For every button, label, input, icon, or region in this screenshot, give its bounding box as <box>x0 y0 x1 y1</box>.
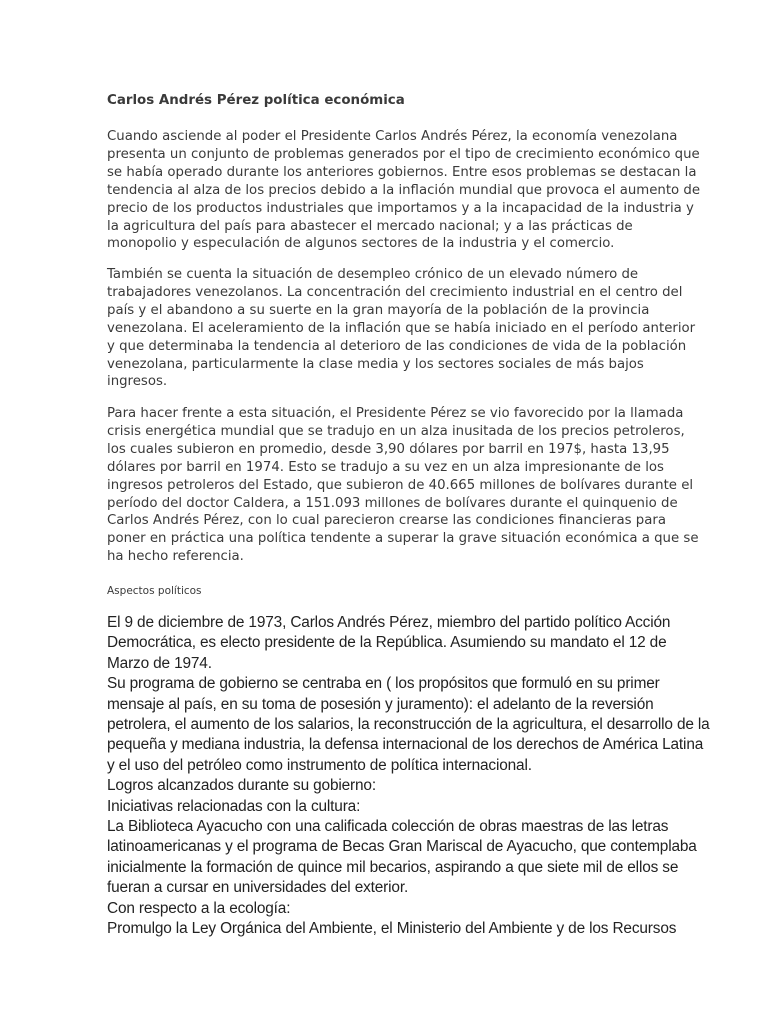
text-line: La Biblioteca Ayacucho con una calificada colección de obras maestras de las letras <box>107 818 669 836</box>
text-line: venezolana. El aceleramiento de la inflación que se había iniciado en el período anterior <box>107 320 696 336</box>
text-line: la agricultura del país para abastecer el mercado nacional; y a las prácticas de <box>107 218 633 234</box>
text-line: poner en práctica una política tendente a superar la grave situación económica a que se <box>107 531 699 547</box>
text-line: crisis energética mundial que se tradujo en un alza inusitada de los precios petroleros, <box>107 423 685 439</box>
text-line: tendencia al alza de los precios debido a la inflación mundial que provoca el aumento de <box>107 182 701 198</box>
text-line: Iniciativas relacionadas con la cultura: <box>107 797 361 815</box>
text-line: Promulgo la Ley Orgánica del Ambiente, el Ministerio del Ambiente y de los Recursos <box>107 920 677 938</box>
text-line: ingresos. <box>107 374 168 390</box>
text-line: Su programa de gobierno se centraba en ( los propósitos que formuló en su primer <box>107 675 660 693</box>
text-line: Marzo de 1974. <box>107 654 212 672</box>
text-line: Logros alcanzados durante su gobierno: <box>107 777 376 795</box>
paragraph-2 <box>107 266 696 391</box>
text-line: También se cuenta la situación de desempleo crónico de un elevado número de <box>107 267 639 282</box>
text-line: período del doctor Caldera, a 151.093 millones de bolívares durante el quinquenio de <box>107 495 678 511</box>
text-line: se había operado durante los anteriores gobiernos. Entre esos problemas se destacan la <box>107 164 697 180</box>
text-line: Para hacer frente a esta situación, el Presidente Pérez se vio favorecido por la llamada <box>107 406 684 421</box>
paragraph-1 <box>107 128 701 253</box>
text-line: ingresos petroleros del Estado, que subieron de 40.665 millones de bolívares durante el <box>107 477 694 493</box>
text-line: Carlos Andrés Pérez, con lo cual parecieron crearse las condiciones financieras para <box>107 513 666 529</box>
text-line: inicialmente la formación de quince mil becarios, aspirando a que siete mil de ellos se <box>107 858 679 876</box>
text-line: los cuales subieron en promedio, desde 3,90 dólares por barril en 197$, hasta 13,95 <box>107 441 670 457</box>
text-line: fueran a cursar en universidades del exterior. <box>107 879 409 897</box>
text-line: Democrática, es electo presidente de la República. Asumiendo su mandato el 12 de <box>107 634 667 652</box>
text-line: latinoamericanas y el programa de Becas Gran Mariscal de Ayacucho, que contemplaba <box>107 838 697 856</box>
text-line: venezolana, particularmente la clase media y los sectores sociales de más bajos <box>107 356 644 372</box>
text-line: monopolio y especulación de algunos sectores de la industria y el comercio. <box>107 236 615 252</box>
document-title: Carlos Andrés Pérez política económica <box>107 93 405 108</box>
text-line: petrolera, el aumento de los salarios, la reconstrucción de la agricultura, el desarrollo de la <box>107 716 710 734</box>
text-line: país y el abandono a su suerte en la gran mayoría de la población de la provincia <box>107 302 650 318</box>
text-line: Con respecto a la ecología: <box>107 899 291 917</box>
text-line: mensaje al país, en su toma de posesión y juramento): el adelanto de la reversión <box>107 695 654 713</box>
text-line: trabajadores venezolanos. La concentración del crecimiento industrial en el centro del <box>107 284 683 300</box>
paragraph-3 <box>107 405 699 566</box>
section-heading: Aspectos políticos <box>107 585 202 597</box>
text-line: pequeña y mediana industria, la defensa internacional de los derechos de América Latina <box>107 736 704 754</box>
section-body <box>107 613 710 940</box>
text-line: El 9 de diciembre de 1973, Carlos Andrés Pérez, miembro del partido político Acción <box>107 614 671 631</box>
text-line: Cuando asciende al poder el Presidente Carlos Andrés Pérez, la economía venezolana <box>107 129 678 144</box>
text-line: presenta un conjunto de problemas generados por el tipo de crecimiento económico que <box>107 146 700 162</box>
text-line: ha hecho referencia. <box>107 549 244 565</box>
text-line: dólares por barril en 1974. Esto se tradujo a su vez en un alza impresionante de los <box>107 459 664 475</box>
text-line: y el uso del petróleo como instrumento de política internacional. <box>107 756 532 774</box>
text-line: precio de los productos industriales que importamos y a la incapacidad de la industria y <box>107 200 694 216</box>
text-line: y que determinaba la tendencia al deterioro de las condiciones de vida de la población <box>107 338 687 354</box>
